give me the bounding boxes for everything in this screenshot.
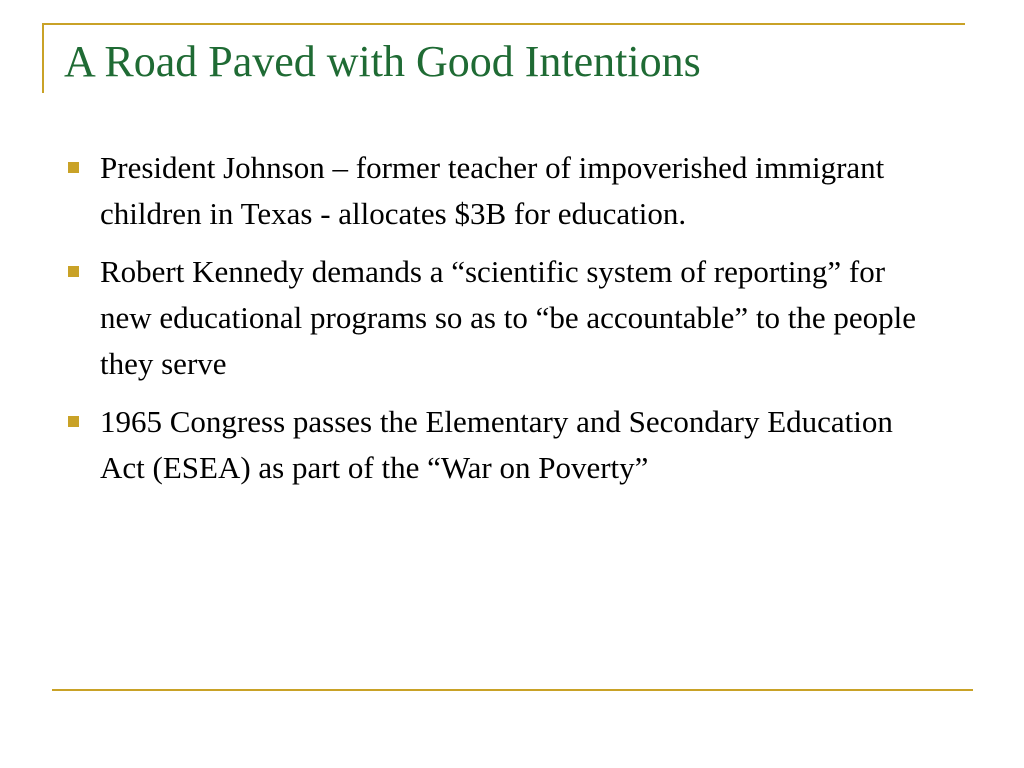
list-item — [62, 145, 942, 237]
list-item — [62, 249, 942, 387]
square-bullet-icon — [68, 266, 79, 277]
top-divider — [42, 23, 965, 25]
bullet-text: Robert Kennedy demands a “scientific system of reporting” for new educational programs so as to “be accountable” to the people they serve — [100, 254, 917, 381]
bullet-list — [62, 145, 942, 503]
bullet-text: President Johnson – former teacher of impoverished immigrant children in Texas - allocates $3B for education. — [100, 150, 885, 231]
title-accent-bar — [42, 23, 44, 93]
square-bullet-icon — [68, 162, 79, 173]
list-item — [62, 399, 942, 491]
bottom-divider — [52, 689, 973, 691]
square-bullet-icon — [68, 416, 79, 427]
bullet-text: 1965 Congress passes the Elementary and Secondary Education Act (ESEA) as part of the “War on Poverty” — [100, 404, 893, 485]
slide-title: A Road Paved with Good Intentions — [64, 37, 701, 86]
